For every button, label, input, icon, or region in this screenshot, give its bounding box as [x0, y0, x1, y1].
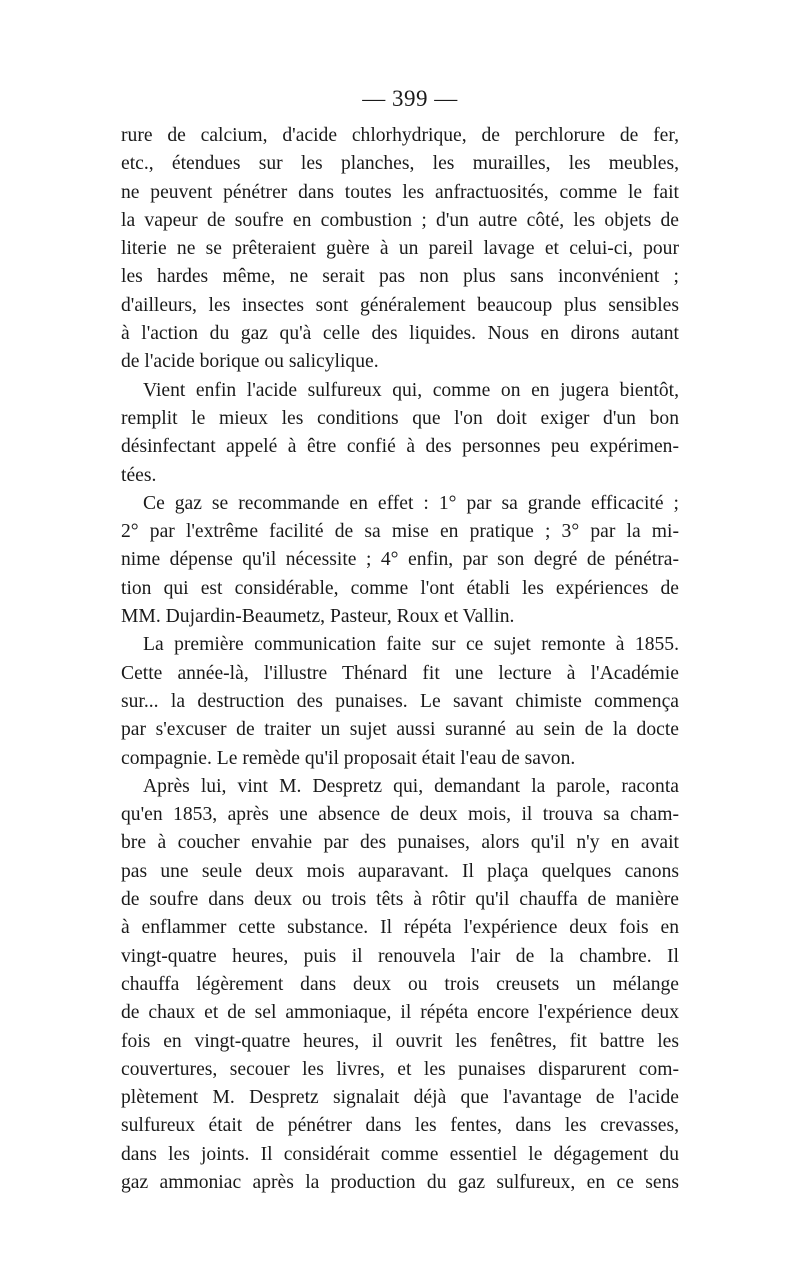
- text-line: plètement M. Despretz signalait déjà que l'avantage de l'acide: [121, 1087, 679, 1109]
- text-line: les hardes même, ne serait pas non plus sans inconvénient ;: [121, 266, 679, 288]
- text-line: rure de calcium, d'acide chlorhydrique, de perchlorure de fer,: [121, 125, 679, 146]
- text-line: à l'action du gaz qu'à celle des liquides. Nous en dirons autant: [121, 323, 679, 345]
- text-line: MM. Dujardin-Beaumetz, Pasteur, Roux et Vallin.: [121, 606, 515, 628]
- text-line: Cette année-là, l'illustre Thénard fit une lecture à l'Académie: [121, 662, 679, 684]
- text-line: 2° par l'extrême facilité de sa mise en pratique ; 3° par la mi-: [121, 521, 679, 543]
- text-line: Vient enfin l'acide sulfureux qui, comme on en jugera bientôt,: [143, 379, 679, 401]
- text-line: désinfectant appelé à être confié à des personnes peu expérimen-: [121, 436, 679, 458]
- text-line: sur... la destruction des punaises. Le savant chimiste commença: [121, 690, 679, 712]
- text-line: ne peuvent pénétrer dans toutes les anfractuosités, comme le fait: [121, 181, 679, 203]
- page-number: — 399 —: [362, 86, 458, 111]
- text-line: de chaux et de sel ammoniaque, il répéta encore l'expérience deux: [121, 1002, 679, 1024]
- text-line: pas une seule deux mois auparavant. Il plaça quelques canons: [121, 860, 679, 882]
- text-line: d'ailleurs, les insectes sont généralement beaucoup plus sensibles: [121, 294, 679, 316]
- text-line: Après lui, vint M. Despretz qui, demandant la parole, raconta: [143, 775, 679, 797]
- body-text: [121, 122, 679, 1197]
- text-line: gaz ammoniac après la production du gaz sulfureux, en ce sens: [121, 1171, 679, 1193]
- text-line: etc., étendues sur les planches, les murailles, les meubles,: [121, 153, 679, 175]
- text-line: qu'en 1853, après une absence de deux mois, il trouva sa cham-: [121, 804, 679, 826]
- text-line: de soufre dans deux ou trois têts à rôtir qu'il chauffa de manière: [121, 889, 679, 911]
- text-line: nime dépense qu'il nécessite ; 4° enfin, par son degré de pénétra-: [121, 549, 679, 571]
- text-line: tées.: [121, 464, 157, 486]
- text-line: à enflammer cette substance. Il répéta l'expérience deux fois en: [121, 917, 679, 939]
- text-line: bre à coucher envahie par des punaises, alors qu'il n'y en avait: [121, 832, 679, 854]
- text-line: dans les joints. Il considérait comme essentiel le dégagement du: [121, 1143, 679, 1165]
- text-line: remplit le mieux les conditions que l'on doit exiger d'un bon: [121, 407, 679, 429]
- text-line: compagnie. Le remède qu'il proposait était l'eau de savon.: [121, 747, 576, 769]
- text-line: literie ne se prêteraient guère à un pareil lavage et celui-ci, pour: [121, 238, 679, 260]
- text-line: vingt-quatre heures, puis il renouvela l'air de la chambre. Il: [121, 945, 679, 967]
- text-line: sulfureux était de pénétrer dans les fentes, dans les crevasses,: [121, 1115, 679, 1137]
- text-line: la vapeur de soufre en combustion ; d'un autre côté, les objets de: [121, 209, 679, 231]
- text-line: fois en vingt-quatre heures, il ouvrit les fenêtres, fit battre les: [121, 1030, 679, 1052]
- text-line: Ce gaz se recommande en effet : 1° par sa grande efficacité ;: [143, 492, 679, 514]
- text-line: chauffa légèrement dans deux ou trois creusets un mélange: [121, 973, 679, 995]
- text-line: par s'excuser de traiter un sujet aussi suranné au sein de la docte: [121, 719, 679, 741]
- text-line: couvertures, secouer les livres, et les punaises disparurent com-: [121, 1058, 679, 1080]
- text-line: tion qui est considérable, comme l'ont établi les expériences de: [121, 577, 679, 599]
- text-line: de l'acide borique ou salicylique.: [121, 351, 379, 373]
- text-line: La première communication faite sur ce sujet remonte à 1855.: [143, 634, 679, 656]
